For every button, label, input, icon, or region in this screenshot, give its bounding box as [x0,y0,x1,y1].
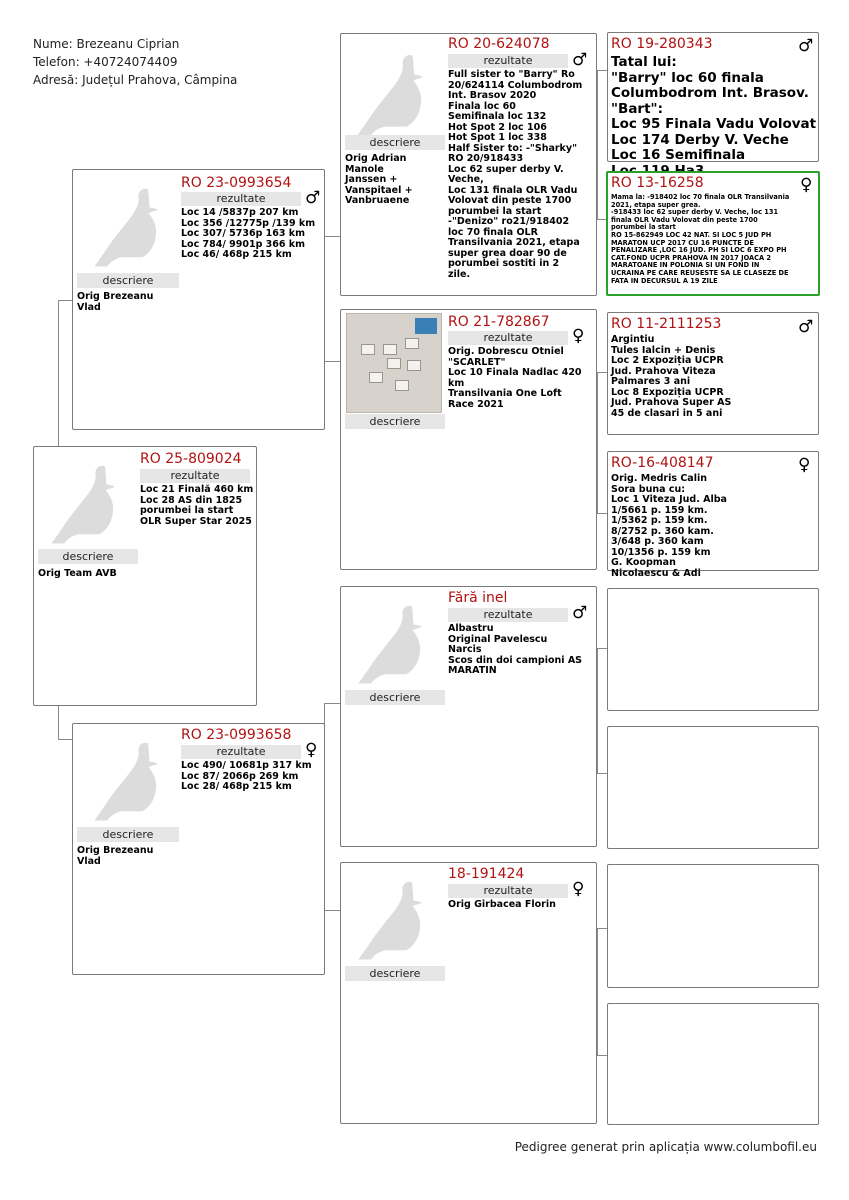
pigeon-photo [346,313,442,413]
pigeon-card-sds[interactable] [607,312,819,435]
pigeon-card-dam-dam[interactable] [340,862,597,1124]
results-text: Mama la: -918402 loc 70 finala OLR Transilvania 2021, etapa super grea. -918433 loc 62 super derby V. Veche, loc 131 finala OLR Vadu Volovat din peste 1700 porumbei la start RO 15-862949 LOC 42 NAT. SI LOC 5 JUD PH MARATON UCP 2017 CU 16 PUNCTE DE PENALIZARE ,LOC 16 JUD. PH SI LOC 6 EXPO PH CAT.FOND UCPR PRAHOVA IN 2017 JOACA 2 MARATOANE IN POLONIA SI UN FOND IN UCRAINA PE CARE REUSESTE SA LE CLASEZE DE FATA IN DECURSUL A 19 ZILE [611,193,790,285]
ring-number: RO 21-782867 [448,314,550,330]
pigeon-card-dam[interactable] [72,723,325,975]
results-text: Loc 21 Finală 460 km Loc 28 AS din 1825 porumbei la start OLR Super Star 2025 [140,484,254,527]
description-text: Orig Brezeanu Vlad [77,845,154,867]
female-icon: ♀ [800,175,813,195]
results-text: Tatal lui: "Barry" loc 60 finala Columbodrom Int. Brasov. "Bart": Loc 95 Finala Vadu Volovat Loc 174 Derby V. Veche Loc 16 Semifinala [611,54,817,163]
pigeon-card-empty[interactable] [607,864,819,988]
owner-phone: Telefon: +40724074409 [33,55,178,69]
ring-number: RO 20-624078 [448,36,550,52]
results-text: Orig. Medris Calin Sora buna cu: Loc 1 Viteza Jud. Alba 1/5661 p. 159 km. 1/5362 p. 159 km. 8/2752 p. 360 kam. 3/648 p. 360 kam 10/1356 p. 159 km G. Koopman Nicolaescu & Adi [611,473,727,579]
connector-ds [597,648,607,774]
pigeon-card-ssd[interactable] [606,171,820,296]
female-icon: ♀ [798,455,811,475]
pigeon-silhouette-icon [349,46,445,142]
pigeon-card-subject[interactable] [33,446,257,706]
female-icon: ♀ [305,740,318,760]
description-tab[interactable]: descriere [345,135,445,150]
ring-number: RO 25-809024 [140,451,242,467]
pigeon-silhouette-icon [349,873,445,965]
pigeon-card-empty[interactable] [607,588,819,711]
results-text: Orig. Dobrescu Otniel "SCARLET" Loc 10 Finala Nadlac 420 km Transilvania One Loft Race 2021 [448,346,582,410]
results-text: Loc 14 /5837p 207 km Loc 356 /12775p /139 km Loc 307/ 5736p 163 km Loc 784/ 9901p 366 km Loc 46/ 468p 215 km [181,207,316,260]
connector-sire [324,236,340,362]
pigeon-card-sire-dam[interactable] [340,309,597,570]
ring-number: RO 19-280343 [611,36,713,52]
ring-number: Fără inel [448,590,508,606]
results-text: Full sister to "Barry" Ro 20/624114 Columbodrom Int. Brasov 2020 Finala loc 60 Semifinala loc 132 Hot Spot 2 loc 106 Hot Spot 1 loc 338 Half Sister to: -"Sharky" RO 20/918433 Loc 62 super derby V. Veche, Loc 131 finala OLR Vadu Volovat din peste 1700 porumbei la start -"Denizo" ro21/918402 loc 70 finala OLR Transilvania 2021, etapa super grea doar 90 de porumbei sostiti in 2 zile. [448,69,583,280]
description-text: Orig Team AVB [38,568,117,579]
pigeon-card-sdd[interactable] [607,451,819,579]
ring-number: RO 11-2111253 [611,316,722,332]
description-tab[interactable]: descriere [345,414,445,429]
pigeon-silhouette-icon [42,457,138,549]
results-text: Orig Girbacea Florin [448,899,556,910]
male-icon: ♂ [798,36,814,56]
ring-number: 18-191424 [448,866,525,882]
female-icon: ♀ [572,326,585,346]
pigeon-card-sss[interactable] [607,32,819,162]
description-tab[interactable]: descriere [77,273,179,288]
results-tab[interactable]: rezultate [448,331,568,345]
description-text: Orig Brezeanu Vlad [77,291,154,313]
results-tab[interactable]: rezultate [448,54,568,68]
results-tab[interactable]: rezultate [140,469,250,483]
pigeon-card-sire-sire[interactable] [340,33,597,296]
description-tab[interactable]: descriere [345,966,445,981]
description-text: Orig Adrian Manole Janssen + Vanspitael + Vanbruaene [345,153,413,206]
results-tab[interactable]: rezultate [448,884,568,898]
pigeon-card-empty[interactable] [607,726,819,849]
pigeon-silhouette-icon [87,178,179,274]
ring-number: RO 23-0993654 [181,175,292,191]
pigeon-card-sire[interactable] [72,169,325,430]
ring-number: RO 23-0993658 [181,727,292,743]
description-tab[interactable]: descriere [345,690,445,705]
pigeon-silhouette-icon [87,732,179,828]
owner-address: Adresă: Județul Prahova, Câmpina [33,73,238,87]
ring-number: RO-16-408147 [611,455,714,471]
results-text: Albastru Original Pavelescu Narcis Scos din doi campioni AS MARATIN [448,623,583,676]
footer-credit: Pedigree generat prin aplicația www.columbofil.eu [514,1140,817,1154]
female-icon: ♀ [572,879,585,899]
results-tab[interactable]: rezultate [448,608,568,622]
male-icon: ♂ [572,50,588,70]
male-icon: ♂ [572,603,588,623]
owner-info [33,35,237,89]
owner-name: Nume: Brezeanu Ciprian [33,37,180,51]
results-text: Loc 490/ 10681p 317 km Loc 87/ 2066p 269 km Loc 28/ 468p 215 km [181,760,312,792]
male-icon: ♂ [798,317,814,337]
connector-dam [324,703,340,911]
connector-sd [597,372,607,514]
pigeon-silhouette-icon [349,597,445,689]
results-tab[interactable]: rezultate [181,745,301,759]
pigeon-card-empty[interactable] [607,1003,819,1125]
pigeon-card-dam-sire[interactable] [340,586,597,847]
connector-dd [597,928,607,1056]
description-tab[interactable]: descriere [77,827,179,842]
description-tab[interactable]: descriere [38,549,138,564]
results-tab[interactable]: rezultate [181,192,301,206]
results-text: Argintiu Tules Ialcin + Denis Loc 2 Expoziția UCPR Jud. Prahova Viteza Palmares 3 ani Loc 8 Expoziția UCPR Jud. Prahova Super AS 45 de clasari in 5 ani [611,334,732,419]
ring-number: RO 13-16258 [611,175,704,191]
male-icon: ♂ [305,188,321,208]
